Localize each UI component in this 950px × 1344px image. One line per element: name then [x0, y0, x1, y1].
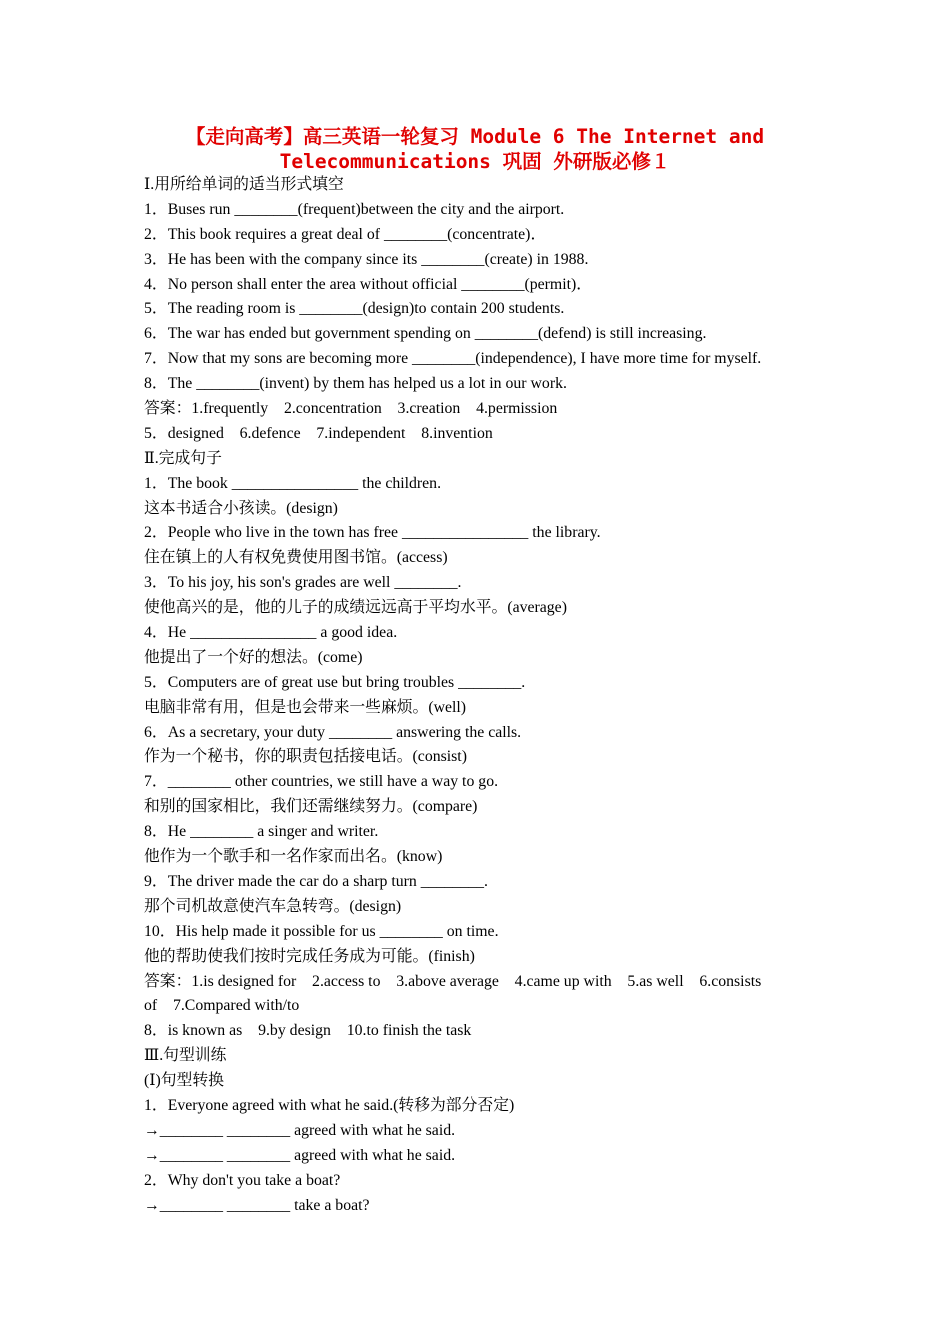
section-heading: Ⅲ.句型训练	[144, 1047, 227, 1065]
document-title	[100, 124, 850, 174]
exercise-line: 2．This book requires a great deal of ________(concentrate)．	[144, 225, 547, 243]
exercise-line: 9．The driver made the car do a sharp turn ________.	[144, 872, 488, 890]
answer-line: 答案：1.frequently 2.concentration 3.creation 4.permission	[144, 400, 558, 418]
answer-line: 答案：1.is designed for 2.access to 3.above average 4.came up with 5.as well 6.consists	[144, 972, 762, 990]
translation-line: 电脑非常有用，但是也会带来一些麻烦。(well)	[144, 698, 467, 716]
exercise-line: 1．Everyone agreed with what he said.(转移为部分否定)	[144, 1096, 515, 1114]
translation-line: 使他高兴的是，他的儿子的成绩远远高于平均水平。(average)	[144, 599, 567, 617]
exercise-line: 7．Now that my sons are becoming more ________(independence), I have more time for myself.	[144, 350, 762, 368]
exercise-line: 2．People who live in the town has free ________________ the library.	[144, 524, 601, 542]
exercise-line: 5．The reading room is ________(design)to contain 200 students.	[144, 300, 565, 318]
document-body	[144, 173, 824, 1218]
title-line-2: Telecommunications 巩固 外研版必修１	[279, 150, 671, 173]
translation-line: 那个司机故意使汽车急转弯。(design)	[144, 897, 402, 915]
exercise-line: 3．To his joy, his son's grades are well ________.	[144, 574, 462, 592]
translation-line: 和别的国家相比，我们还需继续努力。(compare)	[144, 798, 478, 816]
exercise-line: 7．________ other countries, we still have a way to go.	[144, 773, 499, 791]
translation-line: 住在镇上的人有权免费使用图书馆。(access)	[144, 549, 448, 567]
exercise-line: 5．Computers are of great use but bring troubles ________.	[144, 673, 526, 691]
answer-line: 8．is known as 9.by design 10.to finish the task	[144, 1022, 472, 1040]
exercise-line: 3．He has been with the company since its ________(create) in 1988.	[144, 250, 589, 268]
section-heading: Ⅰ.用所给单词的适当形式填空	[144, 176, 344, 193]
answer-line: 5．designed 6.defence 7.independent 8.invention	[144, 424, 493, 442]
exercise-line: 8．The ________(invent) by them has helped us a lot in our work.	[144, 375, 567, 393]
subsection-heading: (Ⅰ)句型转换	[144, 1072, 224, 1090]
exercise-line: →________ ________ agreed with what he said.	[144, 1121, 456, 1139]
exercise-line: 10．His help made it possible for us ________ on time.	[144, 922, 499, 940]
section-heading: Ⅱ.完成句子	[144, 449, 222, 467]
translation-line: 这本书适合小孩读。(design)	[144, 499, 338, 517]
exercise-line: 4．He ________________ a good idea.	[144, 624, 398, 642]
translation-line: 他作为一个歌手和一名作家而出名。(know)	[144, 848, 443, 866]
title-line-1: 【走向高考】高三英语一轮复习 Module 6 The Internet and	[185, 125, 765, 148]
translation-line: 他的帮助使我们按时完成任务成为可能。(finish)	[144, 947, 475, 965]
exercise-line: →________ ________ take a boat?	[144, 1196, 370, 1214]
translation-line: 他提出了一个好的想法。(come)	[144, 648, 363, 666]
exercise-line: 4．No person shall enter the area without official ________(permit)．	[144, 275, 593, 293]
exercise-line: 6．As a secretary, your duty ________ answering the calls.	[144, 723, 522, 741]
answer-line: of 7.Compared with/to	[144, 997, 300, 1015]
exercise-line: 1．The book ________________ the children.	[144, 474, 442, 492]
exercise-line: 8．He ________ a singer and writer.	[144, 823, 379, 841]
exercise-line: →________ ________ agreed with what he said.	[144, 1146, 456, 1164]
exercise-line: 1．Buses run ________(frequent)between the city and the airport.	[144, 200, 565, 218]
exercise-line: 6．The war has ended but government spending on ________(defend) is still increasing.	[144, 325, 707, 343]
exercise-line: 2．Why don't you take a boat?	[144, 1171, 341, 1189]
translation-line: 作为一个秘书，你的职责包括接电话。(consist)	[144, 748, 467, 766]
